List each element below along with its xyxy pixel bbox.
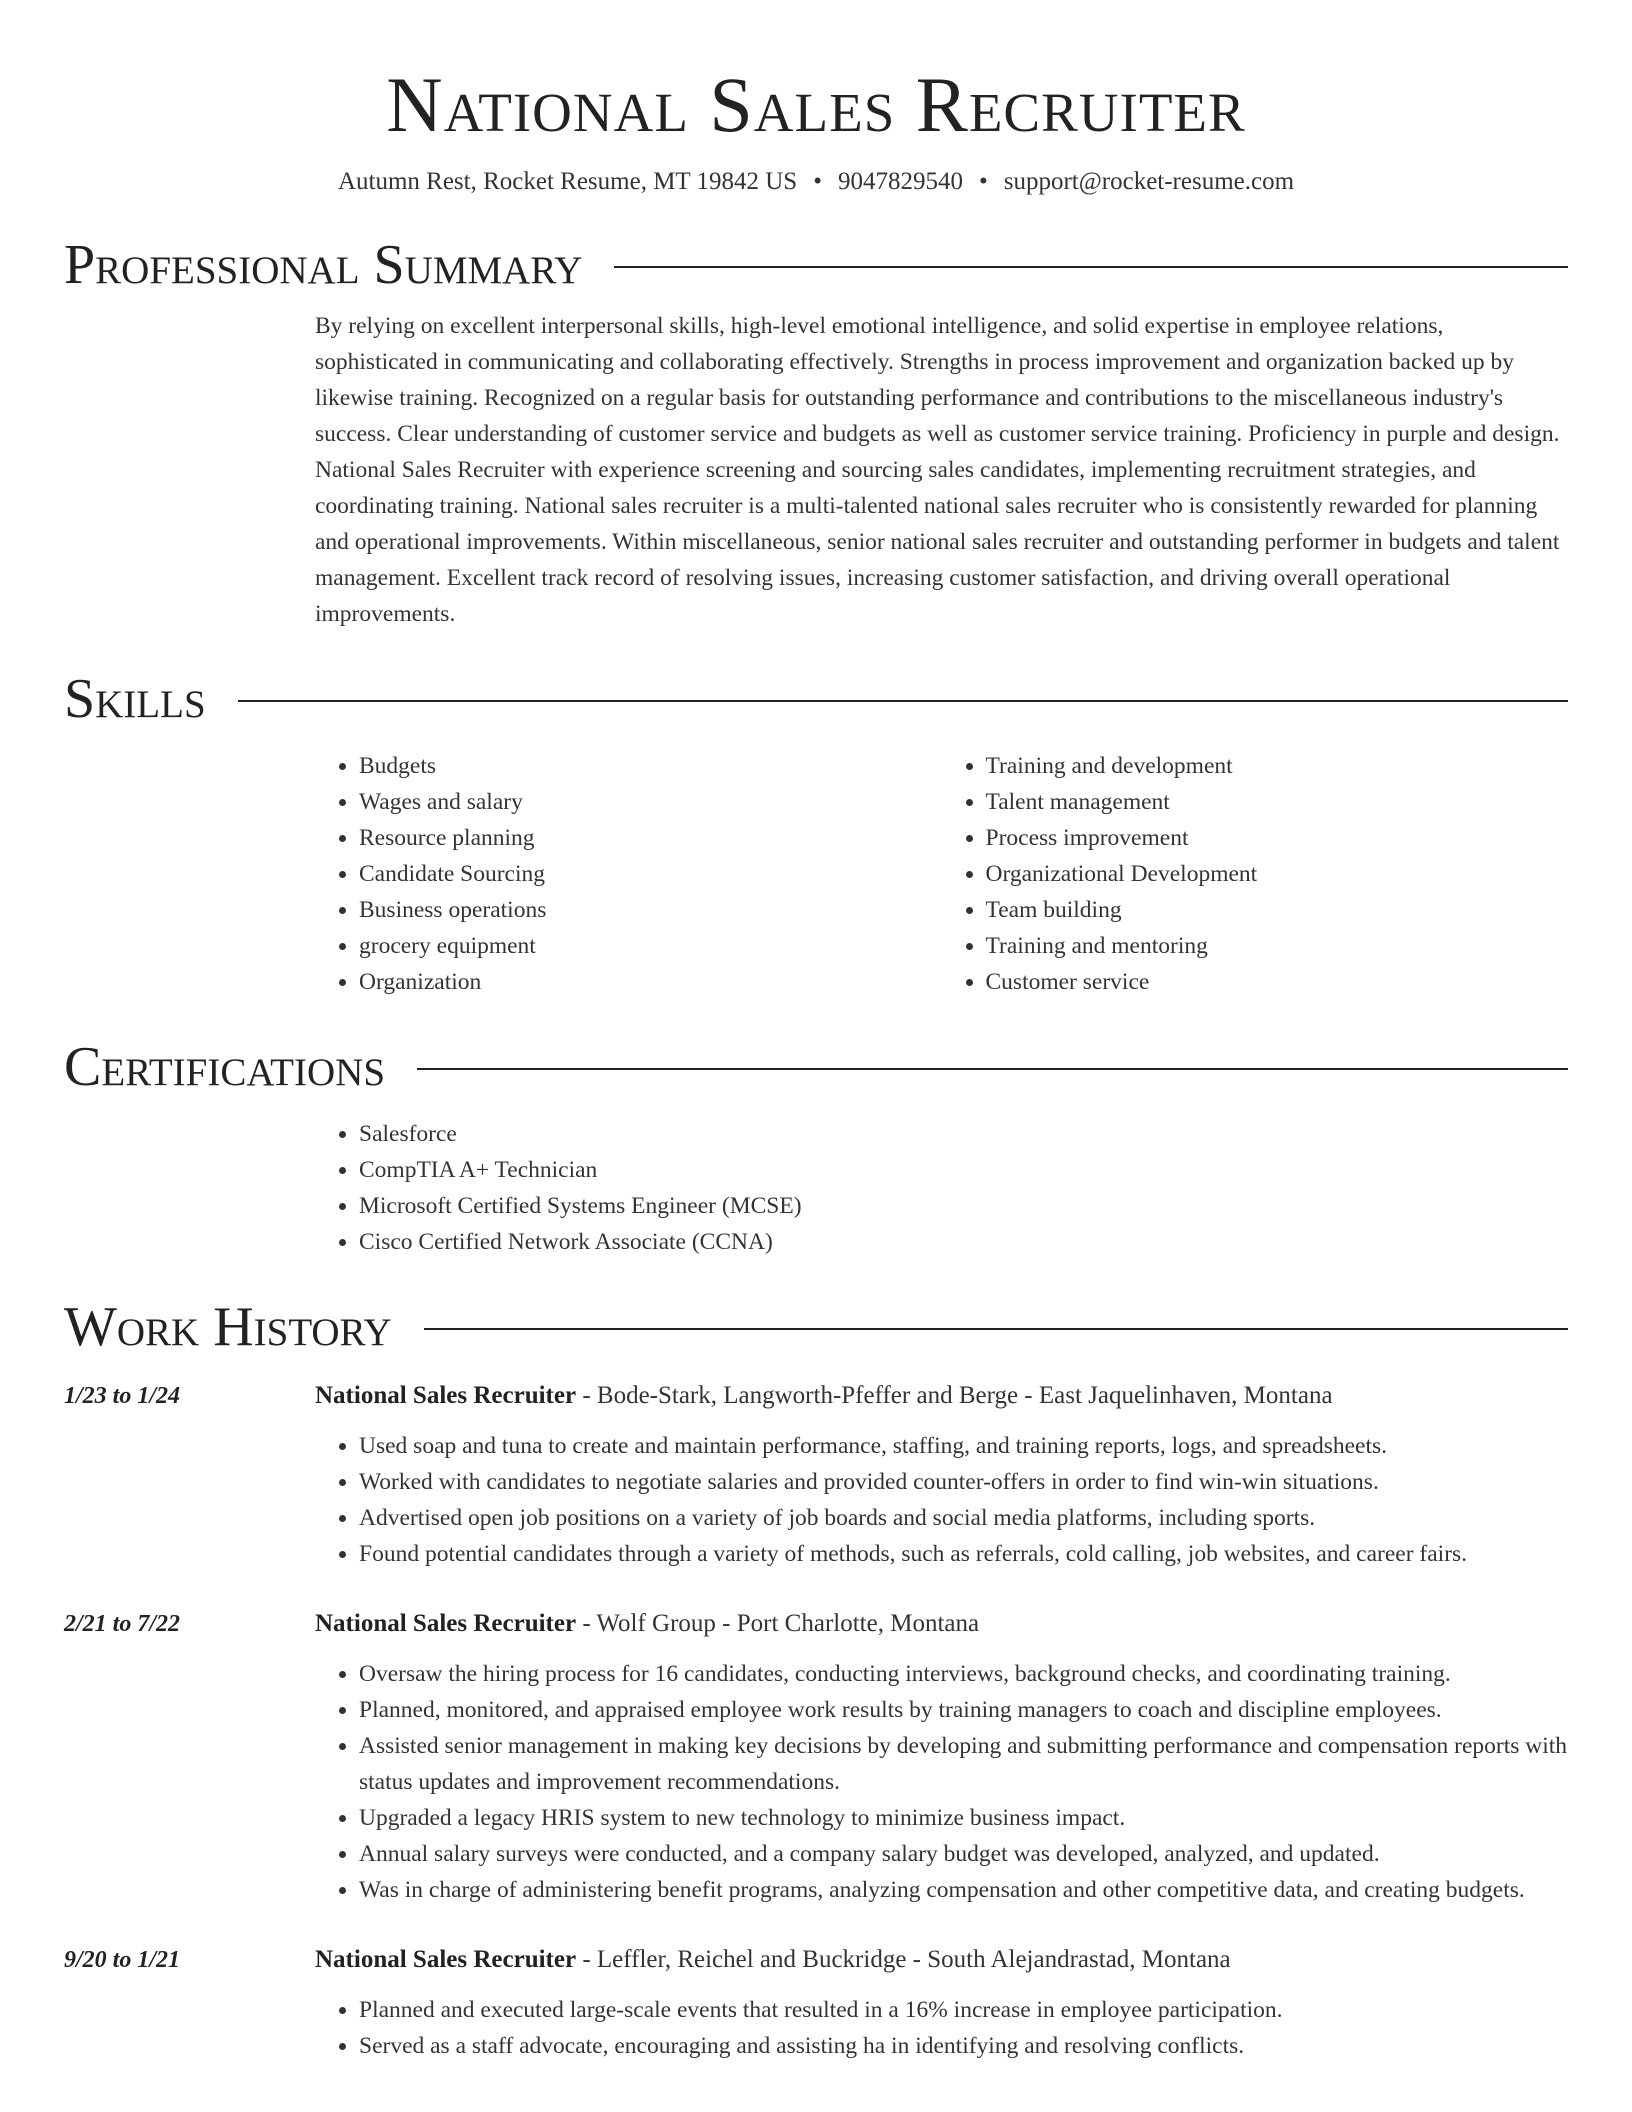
certification-item: • Cisco Certified Network Associate (CCNA) — [359, 1224, 1568, 1260]
work-section-title: Work History — [64, 1296, 392, 1358]
skill-item: • Wages and salary — [359, 784, 942, 820]
job-employer: - Wolf Group - Port Charlotte, Montana — [576, 1610, 980, 1637]
skill-item: • Team building — [986, 892, 1569, 928]
job-bullet: • Was in charge of administering benefit programs, analyzing compensation and other competitive data, and creating budgets. — [359, 1872, 1568, 1908]
job-heading — [315, 1378, 1568, 1414]
job-bullet: • Oversaw the hiring process for 16 candidates, conducting interviews, background checks, and coordinating training. — [359, 1656, 1568, 1692]
certification-item: • Microsoft Certified Systems Engineer (MCSE) — [359, 1188, 1568, 1224]
job-bullet: • Worked with candidates to negotiate salaries and provided counter-offers in order to find win-win situations. — [359, 1464, 1568, 1500]
job-bullet: • Used soap and tuna to create and maintain performance, staffing, and training reports, logs, and spreadsheets. — [359, 1428, 1568, 1464]
summary-section-title: Professional Summary — [64, 234, 583, 296]
contact-separator: • — [978, 168, 988, 195]
section-divider — [614, 266, 1568, 268]
job-title: National Sales Recruiter — [315, 1610, 577, 1637]
skills-list-right — [942, 748, 1569, 1000]
job-dates: 2/21 to 7/22 — [64, 1611, 181, 1637]
certifications-section-header — [64, 1034, 1568, 1100]
job-title: National Sales Recruiter — [315, 1382, 577, 1409]
job-bullet: • Advertised open job positions on a variety of job boards and social media platforms, including sports. — [359, 1500, 1568, 1536]
certifications-section-title: Certifications — [64, 1036, 386, 1098]
contact-address: Autumn Rest, Rocket Resume, MT 19842 US — [337, 168, 798, 195]
skills-columns — [315, 748, 1568, 1000]
summary-text: By relying on excellent interpersonal skills, high-level emotional intelligence, and solid expertise in employee relations, sophisticated in communicating and collaborating effectively. Strengths in process improvement and organization backed up by likewise training. Recognized on a regular basis for outstanding performance and contributions to the miscellaneous industry's success. Clear understanding of customer service and budgets as well as customer service training. Proficiency in purple and design. National Sales Recruiter with experience screening and sourcing sales candidates, implementing recruitment strategies, and coordinating training. National sales recruiter is a multi-talented national sales recruiter who is consistently rewarded for planning and operational improvements. Within miscellaneous, senior national sales recruiter and outstanding performer in budgets and talent management. Excellent track record of resolving issues, increasing customer satisfaction, and driving overall operational improvements. — [315, 313, 1560, 627]
skill-item: • Training and development — [986, 748, 1569, 784]
job-details — [315, 1606, 1568, 1908]
skill-item: • Business operations — [359, 892, 942, 928]
skills-list-left — [315, 748, 942, 1000]
skill-item: • Organizational Development — [986, 856, 1569, 892]
job-employer: - Leffler, Reichel and Buckridge - South Alejandrastad, Montana — [576, 1946, 1231, 1973]
skills-section-title: Skills — [64, 668, 206, 730]
skill-item: • Training and mentoring — [986, 928, 1569, 964]
job-bullets — [315, 1428, 1568, 1572]
skill-item: • Customer service — [986, 964, 1569, 1000]
skills-section-header — [64, 666, 1568, 732]
skill-item: • Resource planning — [359, 820, 942, 856]
section-divider — [424, 1328, 1568, 1330]
certification-item: • Salesforce — [359, 1116, 1568, 1152]
skill-item: • Process improvement — [986, 820, 1569, 856]
skill-item: • Budgets — [359, 748, 942, 784]
job-bullet: • Found potential candidates through a variety of methods, such as referrals, cold calling, job websites, and career fairs. — [359, 1536, 1568, 1572]
skill-item: • Organization — [359, 964, 942, 1000]
job-dates: 9/20 to 1/21 — [64, 1947, 181, 1973]
section-divider — [417, 1068, 1568, 1070]
job-employer: - Bode-Stark, Langworth-Pfeffer and Berge - East Jaquelinhaven, Montana — [576, 1382, 1333, 1409]
job-details — [315, 1942, 1568, 2064]
summary-section-header — [64, 232, 1568, 298]
skill-item: • Candidate Sourcing — [359, 856, 942, 892]
job-entry — [64, 1942, 1568, 2064]
work-section-header — [64, 1294, 1568, 1360]
job-bullet: • Planned, monitored, and appraised employee work results by training managers to coach and discipline employees. — [359, 1692, 1568, 1728]
job-title: National Sales Recruiter — [315, 1946, 577, 1973]
resume-page — [64, 0, 1568, 2064]
job-entry — [64, 1606, 1568, 1908]
skill-item: • grocery equipment — [359, 928, 942, 964]
section-divider — [238, 700, 1568, 702]
certification-item: • CompTIA A+ Technician — [359, 1152, 1568, 1188]
contact-separator: • — [813, 168, 822, 195]
job-entry — [64, 1378, 1568, 1572]
job-bullet: • Planned and executed large-scale events that resulted in a 16% increase in employee participation. — [359, 1992, 1568, 2028]
job-bullets — [315, 1992, 1568, 2064]
job-bullets — [315, 1656, 1568, 1908]
job-heading — [315, 1942, 1568, 1978]
skill-item: • Talent management — [986, 784, 1569, 820]
contact-email: support@rocket-resume.com — [1003, 168, 1295, 195]
certifications-list — [315, 1116, 1568, 1260]
job-bullet: • Assisted senior management in making key decisions by developing and submitting performance and compensation reports with status updates and improvement recommendations. — [359, 1728, 1568, 1800]
contact-phone: 9047829540 — [837, 168, 963, 195]
job-bullet: • Annual salary surveys were conducted, and a company salary budget was developed, analyzed, and updated. — [359, 1836, 1568, 1872]
job-bullet: • Served as a staff advocate, encouraging and assisting ha in identifying and resolving conflicts. — [359, 2028, 1568, 2064]
job-heading — [315, 1606, 1568, 1642]
job-details — [315, 1378, 1568, 1572]
certifications-block — [315, 1116, 1568, 1260]
job-bullet: • Upgraded a legacy HRIS system to new technology to minimize business impact. — [359, 1800, 1568, 1836]
contact-line — [64, 166, 1568, 198]
candidate-name: National Sales Recruiter — [386, 61, 1246, 148]
job-dates: 1/23 to 1/24 — [64, 1383, 181, 1409]
